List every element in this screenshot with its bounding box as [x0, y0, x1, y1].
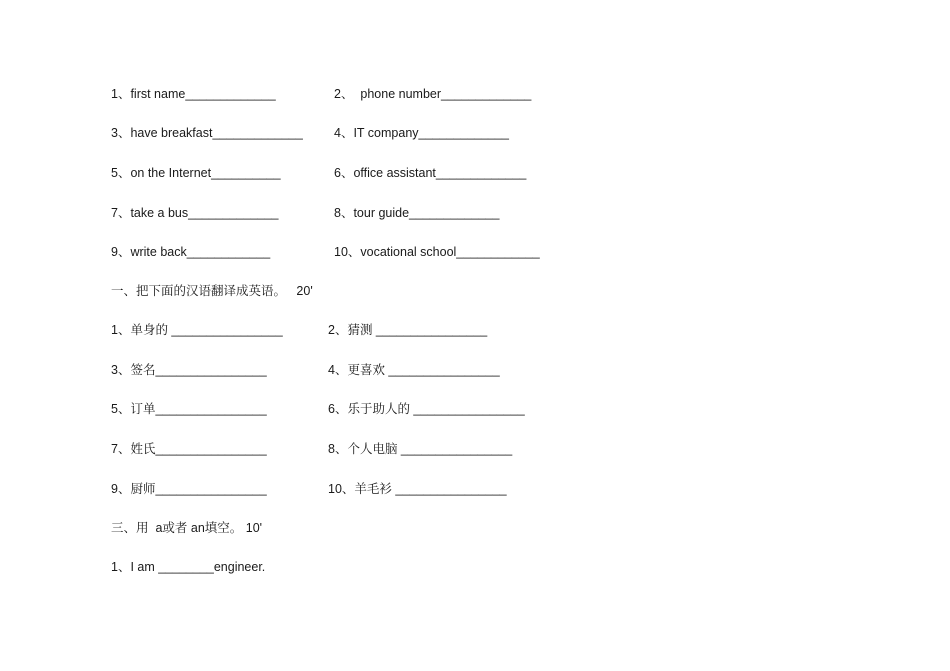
- phrase-item-8: 8、tour guide_____________: [334, 206, 500, 220]
- phrase-item-5: 5、on the Internet__________: [111, 166, 281, 180]
- phrase-item-6: 6、office assistant_____________: [334, 166, 527, 180]
- translation-item-6: 6、乐于助人的 ________________: [328, 402, 525, 416]
- section-1-heading: 一、把下面的汉语翻译成英语。 20': [111, 284, 313, 298]
- translation-item-3: 3、签名________________: [111, 363, 267, 377]
- translation-item-9: 9、厨师________________: [111, 482, 267, 496]
- section-3-heading: 三、用 a或者 an填空。 10': [111, 521, 263, 535]
- phrase-item-1: 1、first name_____________: [111, 87, 276, 101]
- translation-item-2: 2、猜测 ________________: [328, 323, 488, 337]
- phrase-item-2: 2、 phone number_____________: [334, 87, 532, 101]
- phrase-item-4: 4、IT company_____________: [334, 126, 509, 140]
- translation-item-1: 1、单身的 ________________: [111, 323, 283, 337]
- translation-item-7: 7、姓氏________________: [111, 442, 267, 456]
- fill-blank-item-1: 1、I am ________engineer.: [111, 560, 266, 574]
- phrase-item-3: 3、have breakfast_____________: [111, 126, 303, 140]
- translation-item-4: 4、更喜欢 ________________: [328, 363, 500, 377]
- translation-item-5: 5、订单________________: [111, 402, 267, 416]
- phrase-item-10: 10、vocational school____________: [334, 245, 540, 259]
- phrase-item-9: 9、write back____________: [111, 245, 271, 259]
- translation-item-8: 8、个人电脑 ________________: [328, 442, 513, 456]
- translation-item-10: 10、羊毛衫 ________________: [328, 482, 507, 496]
- phrase-item-7: 7、take a bus_____________: [111, 206, 279, 220]
